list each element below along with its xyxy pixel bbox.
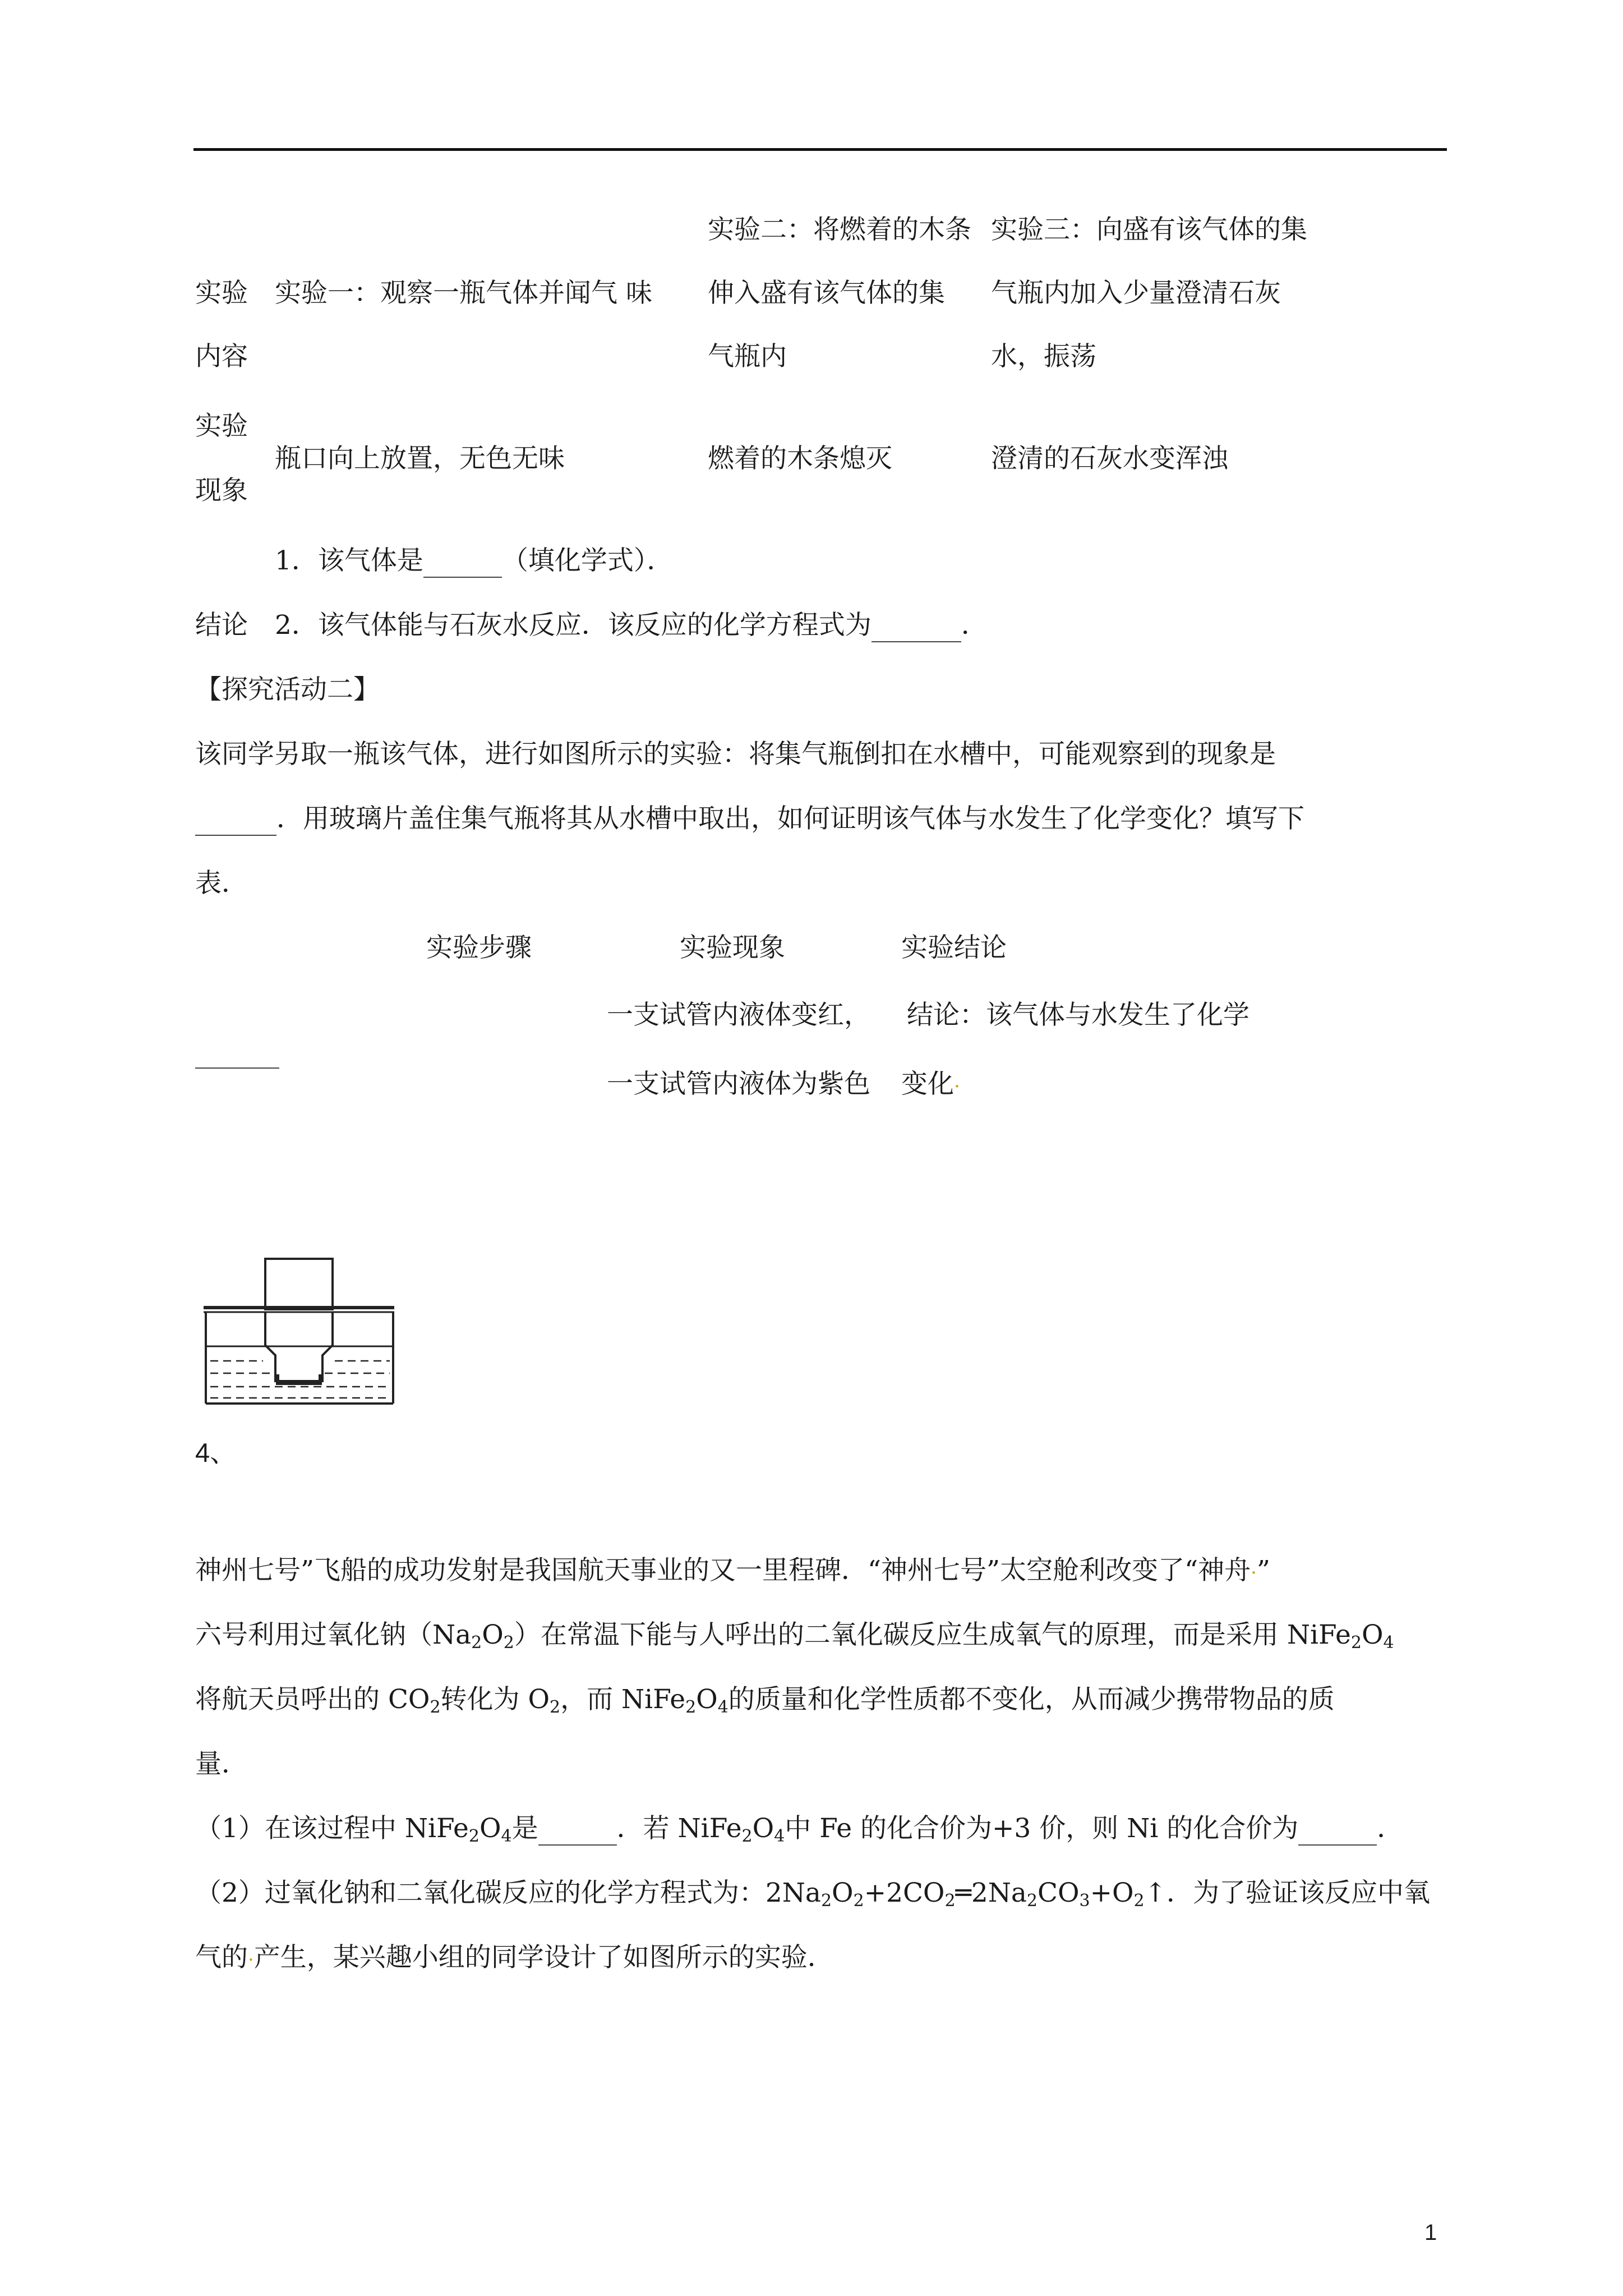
jar-mouth: [278, 1374, 320, 1383]
q4-para-line1: [195, 1554, 1270, 1590]
row-label-content-1: 实验: [195, 278, 248, 309]
conclusion-1: [275, 544, 673, 578]
text-run: O: [832, 1878, 854, 1908]
q4-para-line4: 量．: [195, 1749, 248, 1779]
text-run: ．: [1377, 1813, 1404, 1844]
text-run: ═2Na: [955, 1878, 1027, 1908]
row-label-phenomenon-1: 实验: [195, 411, 248, 441]
phenomenon-line2: 一支试管内液体为紫色: [607, 1069, 870, 1099]
marker-dot: ·: [248, 1949, 254, 1971]
answer-blank[interactable]: [195, 810, 276, 836]
text-run: O: [1361, 1619, 1384, 1650]
conclusion-line1: 结论：该气体与水发生了化学: [907, 1000, 1249, 1030]
q4-para-line3: [195, 1683, 1335, 1717]
text-run: O: [752, 1813, 774, 1844]
exp3-content-line2: 气瓶内加入少量澄清石灰: [991, 278, 1281, 309]
water-dashes: [210, 1361, 390, 1398]
text-run: （2）过氧化钠和二氧化碳反应的化学方程式为：2Na: [195, 1878, 821, 1908]
text-run: O: [696, 1684, 718, 1715]
page-number: 1: [1424, 2220, 1437, 2245]
subscript: 2: [1350, 1633, 1362, 1653]
text-run: +O: [1090, 1878, 1134, 1908]
activity2-heading: 【探究活动二】: [195, 674, 380, 705]
q4-subquestion-2: [195, 1876, 1430, 1910]
text-run: O: [482, 1619, 504, 1650]
answer-blank[interactable]: [1298, 1820, 1377, 1846]
conclusion-line2-text: 变化: [901, 1069, 954, 1099]
subscript: 2: [550, 1697, 561, 1717]
exp2-content-line3: 气瓶内: [708, 341, 787, 372]
text-run: ．若 NiFe: [616, 1813, 742, 1844]
jar-body: [265, 1259, 333, 1309]
header-conclusion: 实验结论: [901, 932, 1007, 963]
conclusion-2: [275, 609, 988, 642]
text-run: ↑．为了验证该反应中氧: [1144, 1878, 1431, 1908]
text-run: +2CO: [864, 1878, 945, 1908]
subscript: 2: [820, 1891, 832, 1911]
subscript: 2: [685, 1697, 697, 1717]
q4-line1-text: 神州七号”飞船的成功发射是我国航天事业的又一里程碑．“神州七号”太空舱利改变了“神舟: [195, 1555, 1251, 1586]
header-steps: 实验步骤: [426, 932, 532, 963]
conclusion-1-suffix: （填化学式）．: [501, 545, 674, 576]
exp2-content-line1: 实验二：将燃着的木条: [708, 214, 971, 245]
marker-dot: ·: [1251, 1562, 1257, 1584]
activity2-para-line2: [195, 802, 1304, 836]
text-run: 是: [511, 1813, 538, 1844]
text-run: 的质量和化学性质都不变化，从而减少携带物品的质: [728, 1684, 1335, 1715]
conclusion-1-text: 1．该气体是: [275, 545, 423, 576]
subscript: 4: [1383, 1633, 1394, 1653]
subscript: 2: [430, 1697, 441, 1717]
text-run: 将航天员呼出的 CO: [195, 1684, 430, 1715]
row-label-phenomenon-2: 现象: [195, 475, 248, 506]
text-run: 气的: [195, 1942, 248, 1973]
text-run: 六号利用过氧化钠（Na: [195, 1619, 472, 1650]
q4-para-line2: [195, 1618, 1394, 1652]
row-label-content-2: 内容: [195, 341, 248, 372]
text-run: ）在常温下能与人呼出的二氧化碳反应生成氧气的原理，而是采用 NiFe: [514, 1619, 1351, 1650]
answer-blank[interactable]: [872, 616, 961, 642]
inverted-gas-jar-diagram: [199, 1257, 401, 1408]
subscript: 3: [1079, 1891, 1090, 1911]
subscript: 2: [468, 1826, 479, 1846]
subscript: 4: [717, 1697, 728, 1717]
steps-cell: [195, 1035, 279, 1069]
header-rule: [193, 148, 1447, 151]
q4-subquestion-2-line2: [195, 1941, 834, 1977]
text-run: 转化为 O: [440, 1684, 550, 1715]
subscript: 2: [503, 1633, 514, 1653]
question-number: 4、: [195, 1438, 237, 1467]
text-run: （1）在该过程中 NiFe: [195, 1813, 469, 1844]
subscript: 2: [853, 1891, 864, 1911]
subscript: 2: [471, 1633, 482, 1653]
text-run: 中 Fe 的化合价为+3 价，则 Ni 的化合价为: [785, 1813, 1299, 1844]
marker-dot: ·: [954, 1075, 960, 1098]
exp3-content-line1: 实验三：向盛有该气体的集: [991, 214, 1307, 245]
answer-blank[interactable]: [538, 1820, 617, 1846]
text-run: CO: [1038, 1878, 1080, 1908]
subscript: 2: [944, 1891, 956, 1911]
subscript: 2: [741, 1826, 753, 1846]
conclusion-line2: [901, 1068, 960, 1103]
text-run: O: [479, 1813, 501, 1844]
exp3-phenomenon: 澄清的石灰水变浑浊: [991, 443, 1228, 474]
subscript: 2: [1133, 1891, 1145, 1911]
conclusion-2-text: 2．该气体能与石灰水反应．该反应的化学方程式为: [275, 610, 872, 641]
conclusion-label: 结论: [195, 610, 248, 641]
q4-line1-end: ”: [1256, 1555, 1270, 1586]
exp2-content-line2: 伸入盛有该气体的集: [708, 278, 945, 309]
q4-subquestion-1: [195, 1812, 1403, 1846]
header-phenomenon: 实验现象: [680, 932, 785, 963]
answer-blank[interactable]: [423, 552, 502, 578]
phenomenon-line1: 一支试管内液体变红，: [607, 1000, 870, 1030]
activity2-para-line3: 表．: [195, 868, 248, 899]
subscript: 4: [501, 1826, 512, 1846]
text-run: 产生，某兴趣小组的同学设计了如图所示的实验．: [253, 1942, 834, 1973]
exp3-content-line3: 水，振荡: [991, 341, 1096, 372]
activity2-para-line1: 该同学另取一瓶该气体，进行如图所示的实验：将集气瓶倒扣在水槽中，可能观察到的现象是: [195, 739, 1276, 770]
exp1-content: 实验一：观察一瓶气体并闻气 味: [275, 278, 652, 309]
text-run: ，而 NiFe: [560, 1684, 686, 1715]
conclusion-2-suffix: ．: [961, 610, 988, 641]
exp1-phenomenon: 瓶口向上放置，无色无味: [275, 443, 565, 474]
answer-blank[interactable]: [195, 1043, 279, 1069]
subscript: 2: [1026, 1891, 1038, 1911]
exp2-phenomenon: 燃着的木条熄灭: [708, 443, 892, 474]
activity2-para-line2-text: ．用玻璃片盖住集气瓶将其从水槽中取出，如何证明该气体与水发生了化学变化？填写下: [276, 803, 1304, 834]
subscript: 4: [774, 1826, 785, 1846]
